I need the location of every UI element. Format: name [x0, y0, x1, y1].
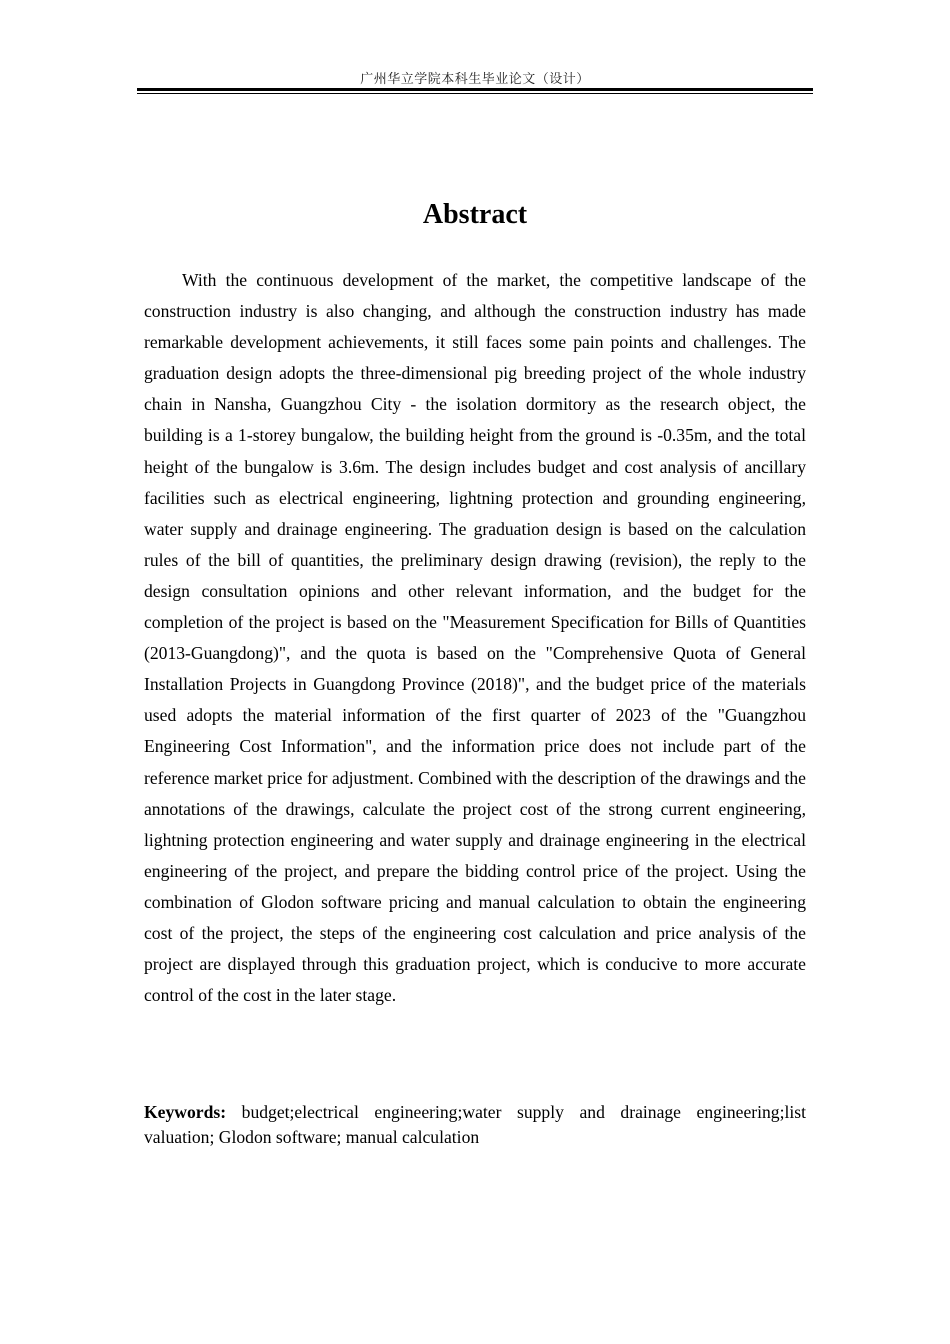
keywords-line: [144, 1100, 806, 1150]
header-rule-thin: [137, 93, 813, 94]
abstract-title: Abstract: [422, 199, 528, 230]
header-rule-thick: [137, 88, 813, 91]
keywords-text: budget;electrical engineering;water supply and drainage engineering;list valuation; Glodon software; manual calculation: [144, 1102, 806, 1147]
keywords-label: Keywords:: [144, 1102, 227, 1122]
abstract-paragraph: With the continuous development of the market, the competitive landscape of the construction industry is also changing, and although the construction industry has made remarkable development achievements, it still faces some pain points and challenges. The graduation design adopts the three-dimensional pig breeding project of the whole industry chain in Nansha, Guangzhou City - the isolation dormitory as the research object, the building is a 1-storey bungalow, the building height from the ground is -0.35m, and the total height of the bungalow is 3.6m. The design includes budget and cost analysis of ancillary facilities such as electrical engineering, lightning protection and grounding engineering, water supply and drainage engineering. The graduation design is based on the calculation rules of the bill of quantities, the preliminary design drawing (revision), the reply to the design consultation opinions and other relevant information, and the budget for the completion of the project is based on the "Measurement Specification for Bills of Quantities (2013-Guangdong)", and the quota is based on the "Comprehensive Quota of General Installation Projects in Guangdong Province (2018)", and the budget price of the materials used adopts the material information of the first quarter of 2023 of the "Guangzhou Engineering Cost Information", and the information price does not include part of the reference market price for adjustment. Combined with the description of the drawings and the annotations of the drawings, calculate the project cost of the strong current engineering, lightning protection engineering and water supply and drainage engineering in the electrical engineering of the project, and prepare the bidding control price of the project. Using the combination of Glodon software pricing and manual calculation to obtain the engineering cost of the project, the steps of the engineering cost calculation and price analysis of the project are displayed through this graduation project, which is conducive to more accurate control of the cost in the later stage.: [144, 270, 806, 1006]
running-header: 广州华立学院本科生毕业论文（设计）: [360, 72, 590, 87]
